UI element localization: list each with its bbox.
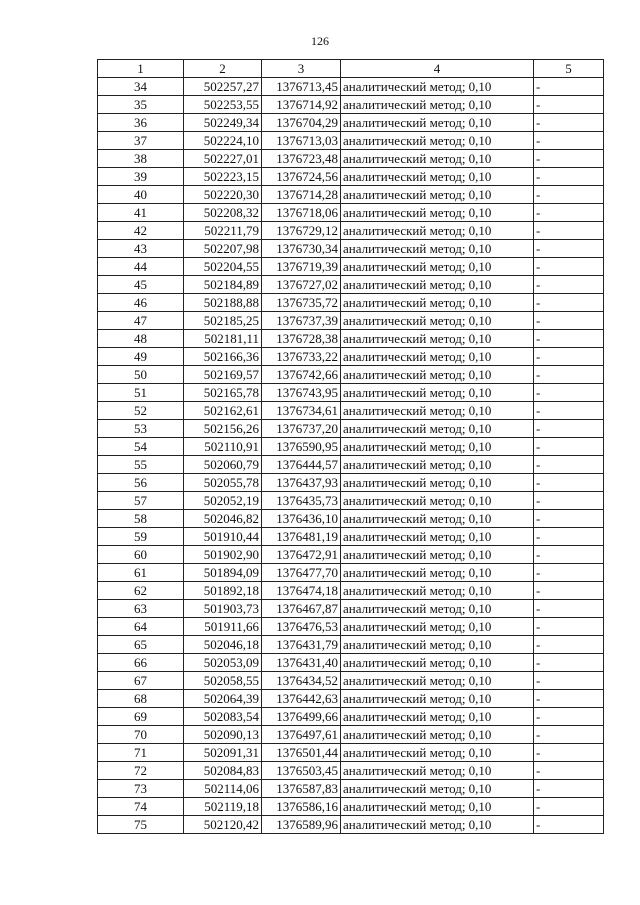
method-cell: аналитический метод; 0,10 xyxy=(341,672,534,690)
table-row xyxy=(98,654,604,672)
x-coordinate-cell: 502053,09 xyxy=(184,654,262,672)
y-coordinate-cell: 1376497,61 xyxy=(262,726,341,744)
note-cell: - xyxy=(534,636,604,654)
y-coordinate-cell: 1376718,06 xyxy=(262,204,341,222)
note-cell: - xyxy=(534,312,604,330)
table-row xyxy=(98,96,604,114)
x-coordinate-cell: 502046,18 xyxy=(184,636,262,654)
point-number-cell: 67 xyxy=(98,672,184,690)
x-coordinate-cell: 502091,31 xyxy=(184,744,262,762)
table-row xyxy=(98,132,604,150)
table-row xyxy=(98,708,604,726)
table-row xyxy=(98,816,604,834)
table-row xyxy=(98,510,604,528)
table-row xyxy=(98,528,604,546)
x-coordinate-cell: 502249,34 xyxy=(184,114,262,132)
y-coordinate-cell: 1376719,39 xyxy=(262,258,341,276)
y-coordinate-cell: 1376474,18 xyxy=(262,582,341,600)
x-coordinate-cell: 502224,10 xyxy=(184,132,262,150)
note-cell: - xyxy=(534,420,604,438)
method-cell: аналитический метод; 0,10 xyxy=(341,384,534,402)
point-number-cell: 51 xyxy=(98,384,184,402)
method-cell: аналитический метод; 0,10 xyxy=(341,222,534,240)
x-coordinate-cell: 502220,30 xyxy=(184,186,262,204)
method-cell: аналитический метод; 0,10 xyxy=(341,114,534,132)
point-number-cell: 48 xyxy=(98,330,184,348)
note-cell: - xyxy=(534,474,604,492)
y-coordinate-cell: 1376713,45 xyxy=(262,78,341,96)
method-cell: аналитический метод; 0,10 xyxy=(341,312,534,330)
x-coordinate-cell: 502227,01 xyxy=(184,150,262,168)
y-coordinate-cell: 1376724,56 xyxy=(262,168,341,186)
point-number-cell: 38 xyxy=(98,150,184,168)
table-header-row xyxy=(98,60,604,78)
note-cell: - xyxy=(534,528,604,546)
point-number-cell: 36 xyxy=(98,114,184,132)
x-coordinate-cell: 502169,57 xyxy=(184,366,262,384)
y-coordinate-cell: 1376590,95 xyxy=(262,438,341,456)
note-cell: - xyxy=(534,276,604,294)
page-number: 126 xyxy=(311,34,329,48)
point-number-cell: 37 xyxy=(98,132,184,150)
y-coordinate-cell: 1376714,92 xyxy=(262,96,341,114)
y-coordinate-cell: 1376737,39 xyxy=(262,312,341,330)
y-coordinate-cell: 1376442,63 xyxy=(262,690,341,708)
point-number-cell: 49 xyxy=(98,348,184,366)
table-row xyxy=(98,384,604,402)
x-coordinate-cell: 502257,27 xyxy=(184,78,262,96)
note-cell: - xyxy=(534,438,604,456)
y-coordinate-cell: 1376431,79 xyxy=(262,636,341,654)
note-cell: - xyxy=(534,402,604,420)
x-coordinate-cell: 502253,55 xyxy=(184,96,262,114)
y-coordinate-cell: 1376704,29 xyxy=(262,114,341,132)
note-cell: - xyxy=(534,672,604,690)
point-number-cell: 45 xyxy=(98,276,184,294)
method-cell: аналитический метод; 0,10 xyxy=(341,618,534,636)
point-number-cell: 69 xyxy=(98,708,184,726)
point-number-cell: 34 xyxy=(98,78,184,96)
note-cell: - xyxy=(534,798,604,816)
header-cell: 4 xyxy=(341,60,534,78)
method-cell: аналитический метод; 0,10 xyxy=(341,150,534,168)
table-row xyxy=(98,366,604,384)
table-row xyxy=(98,186,604,204)
method-cell: аналитический метод; 0,10 xyxy=(341,438,534,456)
method-cell: аналитический метод; 0,10 xyxy=(341,798,534,816)
note-cell: - xyxy=(534,168,604,186)
note-cell: - xyxy=(534,582,604,600)
point-number-cell: 60 xyxy=(98,546,184,564)
table-row xyxy=(98,78,604,96)
note-cell: - xyxy=(534,780,604,798)
table-row xyxy=(98,492,604,510)
x-coordinate-cell: 502083,54 xyxy=(184,708,262,726)
method-cell: аналитический метод; 0,10 xyxy=(341,510,534,528)
note-cell: - xyxy=(534,618,604,636)
method-cell: аналитический метод; 0,10 xyxy=(341,366,534,384)
point-number-cell: 71 xyxy=(98,744,184,762)
table-row xyxy=(98,114,604,132)
y-coordinate-cell: 1376733,22 xyxy=(262,348,341,366)
note-cell: - xyxy=(534,186,604,204)
point-number-cell: 54 xyxy=(98,438,184,456)
point-number-cell: 73 xyxy=(98,780,184,798)
x-coordinate-cell: 502207,98 xyxy=(184,240,262,258)
x-coordinate-cell: 501894,09 xyxy=(184,564,262,582)
table-row xyxy=(98,744,604,762)
note-cell: - xyxy=(534,456,604,474)
x-coordinate-cell: 502156,26 xyxy=(184,420,262,438)
point-number-cell: 75 xyxy=(98,816,184,834)
method-cell: аналитический метод; 0,10 xyxy=(341,258,534,276)
point-number-cell: 41 xyxy=(98,204,184,222)
y-coordinate-cell: 1376476,53 xyxy=(262,618,341,636)
method-cell: аналитический метод; 0,10 xyxy=(341,726,534,744)
y-coordinate-cell: 1376586,16 xyxy=(262,798,341,816)
point-number-cell: 61 xyxy=(98,564,184,582)
y-coordinate-cell: 1376431,40 xyxy=(262,654,341,672)
table-row xyxy=(98,420,604,438)
method-cell: аналитический метод; 0,10 xyxy=(341,168,534,186)
note-cell: - xyxy=(534,330,604,348)
note-cell: - xyxy=(534,510,604,528)
table-row xyxy=(98,348,604,366)
point-number-cell: 64 xyxy=(98,618,184,636)
y-coordinate-cell: 1376499,66 xyxy=(262,708,341,726)
method-cell: аналитический метод; 0,10 xyxy=(341,294,534,312)
table-row xyxy=(98,618,604,636)
x-coordinate-cell: 502208,32 xyxy=(184,204,262,222)
table-row xyxy=(98,726,604,744)
x-coordinate-cell: 502184,89 xyxy=(184,276,262,294)
header-cell: 2 xyxy=(184,60,262,78)
y-coordinate-cell: 1376735,72 xyxy=(262,294,341,312)
y-coordinate-cell: 1376737,20 xyxy=(262,420,341,438)
table-row xyxy=(98,312,604,330)
table-row xyxy=(98,798,604,816)
x-coordinate-cell: 502055,78 xyxy=(184,474,262,492)
method-cell: аналитический метод; 0,10 xyxy=(341,240,534,258)
y-coordinate-cell: 1376434,52 xyxy=(262,672,341,690)
point-number-cell: 56 xyxy=(98,474,184,492)
x-coordinate-cell: 501911,66 xyxy=(184,618,262,636)
y-coordinate-cell: 1376589,96 xyxy=(262,816,341,834)
x-coordinate-cell: 502058,55 xyxy=(184,672,262,690)
header-cell: 3 xyxy=(262,60,341,78)
y-coordinate-cell: 1376444,57 xyxy=(262,456,341,474)
table-row xyxy=(98,690,604,708)
note-cell: - xyxy=(534,654,604,672)
table-row xyxy=(98,564,604,582)
note-cell: - xyxy=(534,150,604,168)
method-cell: аналитический метод; 0,10 xyxy=(341,330,534,348)
x-coordinate-cell: 501910,44 xyxy=(184,528,262,546)
y-coordinate-cell: 1376467,87 xyxy=(262,600,341,618)
method-cell: аналитический метод; 0,10 xyxy=(341,816,534,834)
note-cell: - xyxy=(534,384,604,402)
point-number-cell: 70 xyxy=(98,726,184,744)
y-coordinate-cell: 1376723,48 xyxy=(262,150,341,168)
note-cell: - xyxy=(534,816,604,834)
note-cell: - xyxy=(534,708,604,726)
y-coordinate-cell: 1376472,91 xyxy=(262,546,341,564)
table-row xyxy=(98,456,604,474)
method-cell: аналитический метод; 0,10 xyxy=(341,636,534,654)
method-cell: аналитический метод; 0,10 xyxy=(341,600,534,618)
method-cell: аналитический метод; 0,10 xyxy=(341,492,534,510)
table-row xyxy=(98,276,604,294)
x-coordinate-cell: 501903,73 xyxy=(184,600,262,618)
method-cell: аналитический метод; 0,10 xyxy=(341,132,534,150)
note-cell: - xyxy=(534,240,604,258)
x-coordinate-cell: 502052,19 xyxy=(184,492,262,510)
x-coordinate-cell: 502084,83 xyxy=(184,762,262,780)
note-cell: - xyxy=(534,726,604,744)
header-cell: 5 xyxy=(534,60,604,78)
note-cell: - xyxy=(534,744,604,762)
method-cell: аналитический метод; 0,10 xyxy=(341,744,534,762)
table-row xyxy=(98,330,604,348)
y-coordinate-cell: 1376714,28 xyxy=(262,186,341,204)
method-cell: аналитический метод; 0,10 xyxy=(341,456,534,474)
table-row xyxy=(98,600,604,618)
point-number-cell: 35 xyxy=(98,96,184,114)
table-row xyxy=(98,150,604,168)
method-cell: аналитический метод; 0,10 xyxy=(341,654,534,672)
note-cell: - xyxy=(534,564,604,582)
table-row xyxy=(98,294,604,312)
point-number-cell: 66 xyxy=(98,654,184,672)
x-coordinate-cell: 502162,61 xyxy=(184,402,262,420)
x-coordinate-cell: 502204,55 xyxy=(184,258,262,276)
note-cell: - xyxy=(534,258,604,276)
y-coordinate-cell: 1376477,70 xyxy=(262,564,341,582)
note-cell: - xyxy=(534,600,604,618)
point-number-cell: 63 xyxy=(98,600,184,618)
x-coordinate-cell: 501902,90 xyxy=(184,546,262,564)
note-cell: - xyxy=(534,366,604,384)
method-cell: аналитический метод; 0,10 xyxy=(341,780,534,798)
point-number-cell: 62 xyxy=(98,582,184,600)
x-coordinate-cell: 502114,06 xyxy=(184,780,262,798)
point-number-cell: 59 xyxy=(98,528,184,546)
table-row xyxy=(98,546,604,564)
point-number-cell: 42 xyxy=(98,222,184,240)
method-cell: аналитический метод; 0,10 xyxy=(341,690,534,708)
y-coordinate-cell: 1376503,45 xyxy=(262,762,341,780)
header-cell: 1 xyxy=(98,60,184,78)
method-cell: аналитический метод; 0,10 xyxy=(341,762,534,780)
x-coordinate-cell: 501892,18 xyxy=(184,582,262,600)
point-number-cell: 44 xyxy=(98,258,184,276)
x-coordinate-cell: 502165,78 xyxy=(184,384,262,402)
x-coordinate-cell: 502120,42 xyxy=(184,816,262,834)
x-coordinate-cell: 502211,79 xyxy=(184,222,262,240)
note-cell: - xyxy=(534,222,604,240)
table-row xyxy=(98,474,604,492)
point-number-cell: 58 xyxy=(98,510,184,528)
y-coordinate-cell: 1376742,66 xyxy=(262,366,341,384)
x-coordinate-cell: 502185,25 xyxy=(184,312,262,330)
table-row xyxy=(98,258,604,276)
method-cell: аналитический метод; 0,10 xyxy=(341,78,534,96)
note-cell: - xyxy=(534,78,604,96)
table-row xyxy=(98,672,604,690)
point-number-cell: 55 xyxy=(98,456,184,474)
table-row xyxy=(98,438,604,456)
x-coordinate-cell: 502064,39 xyxy=(184,690,262,708)
method-cell: аналитический метод; 0,10 xyxy=(341,186,534,204)
method-cell: аналитический метод; 0,10 xyxy=(341,528,534,546)
y-coordinate-cell: 1376437,93 xyxy=(262,474,341,492)
y-coordinate-cell: 1376727,02 xyxy=(262,276,341,294)
x-coordinate-cell: 502060,79 xyxy=(184,456,262,474)
y-coordinate-cell: 1376481,19 xyxy=(262,528,341,546)
y-coordinate-cell: 1376728,38 xyxy=(262,330,341,348)
x-coordinate-cell: 502188,88 xyxy=(184,294,262,312)
point-number-cell: 50 xyxy=(98,366,184,384)
note-cell: - xyxy=(534,204,604,222)
method-cell: аналитический метод; 0,10 xyxy=(341,708,534,726)
y-coordinate-cell: 1376729,12 xyxy=(262,222,341,240)
table-row xyxy=(98,762,604,780)
x-coordinate-cell: 502110,91 xyxy=(184,438,262,456)
x-coordinate-cell: 502090,13 xyxy=(184,726,262,744)
point-number-cell: 47 xyxy=(98,312,184,330)
y-coordinate-cell: 1376436,10 xyxy=(262,510,341,528)
note-cell: - xyxy=(534,132,604,150)
table-row xyxy=(98,240,604,258)
x-coordinate-cell: 502166,36 xyxy=(184,348,262,366)
y-coordinate-cell: 1376713,03 xyxy=(262,132,341,150)
table-row xyxy=(98,780,604,798)
point-number-cell: 40 xyxy=(98,186,184,204)
method-cell: аналитический метод; 0,10 xyxy=(341,582,534,600)
method-cell: аналитический метод; 0,10 xyxy=(341,402,534,420)
y-coordinate-cell: 1376743,95 xyxy=(262,384,341,402)
x-coordinate-cell: 502223,15 xyxy=(184,168,262,186)
y-coordinate-cell: 1376587,83 xyxy=(262,780,341,798)
table-row xyxy=(98,204,604,222)
method-cell: аналитический метод; 0,10 xyxy=(341,546,534,564)
coordinates-table xyxy=(97,59,604,834)
table-row xyxy=(98,582,604,600)
point-number-cell: 74 xyxy=(98,798,184,816)
note-cell: - xyxy=(534,114,604,132)
table-row xyxy=(98,636,604,654)
note-cell: - xyxy=(534,690,604,708)
point-number-cell: 68 xyxy=(98,690,184,708)
method-cell: аналитический метод; 0,10 xyxy=(341,564,534,582)
note-cell: - xyxy=(534,492,604,510)
note-cell: - xyxy=(534,294,604,312)
y-coordinate-cell: 1376734,61 xyxy=(262,402,341,420)
table-row xyxy=(98,402,604,420)
method-cell: аналитический метод; 0,10 xyxy=(341,276,534,294)
point-number-cell: 57 xyxy=(98,492,184,510)
point-number-cell: 43 xyxy=(98,240,184,258)
y-coordinate-cell: 1376730,34 xyxy=(262,240,341,258)
point-number-cell: 72 xyxy=(98,762,184,780)
x-coordinate-cell: 502181,11 xyxy=(184,330,262,348)
note-cell: - xyxy=(534,348,604,366)
note-cell: - xyxy=(534,546,604,564)
y-coordinate-cell: 1376501,44 xyxy=(262,744,341,762)
x-coordinate-cell: 502119,18 xyxy=(184,798,262,816)
coordinates-table-body xyxy=(98,60,604,834)
x-coordinate-cell: 502046,82 xyxy=(184,510,262,528)
note-cell: - xyxy=(534,762,604,780)
point-number-cell: 46 xyxy=(98,294,184,312)
point-number-cell: 65 xyxy=(98,636,184,654)
method-cell: аналитический метод; 0,10 xyxy=(341,474,534,492)
method-cell: аналитический метод; 0,10 xyxy=(341,348,534,366)
table-row xyxy=(98,168,604,186)
method-cell: аналитический метод; 0,10 xyxy=(341,96,534,114)
method-cell: аналитический метод; 0,10 xyxy=(341,420,534,438)
point-number-cell: 52 xyxy=(98,402,184,420)
table-row xyxy=(98,222,604,240)
y-coordinate-cell: 1376435,73 xyxy=(262,492,341,510)
point-number-cell: 53 xyxy=(98,420,184,438)
method-cell: аналитический метод; 0,10 xyxy=(341,204,534,222)
note-cell: - xyxy=(534,96,604,114)
point-number-cell: 39 xyxy=(98,168,184,186)
